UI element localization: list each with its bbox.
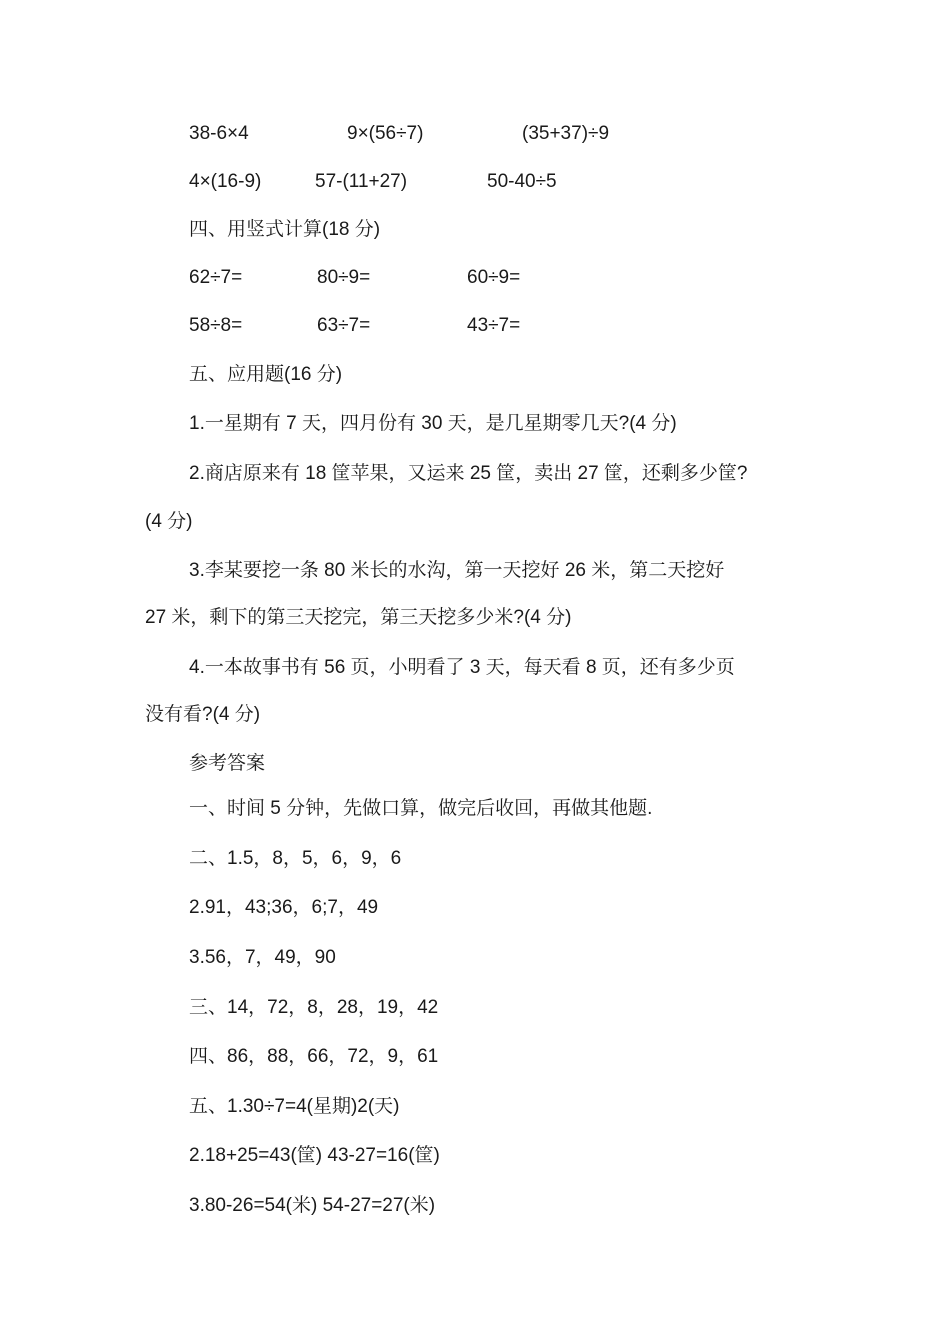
answer-2-2: 2.91，43;36，6;7，49 — [189, 897, 379, 918]
question-4-line1: 4.一本故事书有 56 页，小明看了 3 天，每天看 8 页，还有多少页 — [189, 657, 735, 678]
answer-5-3: 3.80-26=54(米) 54-27=27(米) — [189, 1195, 436, 1216]
question-1: 1.一星期有 7 天，四月份有 30 天，是几星期零几天?(4 分) — [189, 413, 677, 434]
answer-5-2: 2.18+25=43(筐) 43-27=16(筐) — [189, 1145, 440, 1166]
answer-2-3: 3.56，7，49，90 — [189, 947, 336, 968]
answer-5-1: 五、1.30÷7=4(星期)2(天) — [189, 1096, 400, 1117]
expr-1: 38-6×4 — [189, 123, 249, 144]
division-3: 60÷9= — [467, 267, 521, 288]
expr-5: 57-(11+27) — [315, 171, 408, 192]
section4-heading: 四、用竖式计算(18 分) — [189, 219, 381, 240]
expr-6: 50-40÷5 — [487, 171, 557, 192]
expr-3: (35+37)÷9 — [522, 123, 610, 144]
division-2: 80÷9= — [317, 267, 371, 288]
expr-2: 9×(56÷7) — [347, 123, 424, 144]
answer-4: 四、86，88，66，72，9，61 — [189, 1046, 439, 1067]
answer-2-1: 二、1.5，8，5，6，9，6 — [189, 848, 402, 869]
question-4-line2: 没有看?(4 分) — [145, 704, 261, 725]
expr-4: 4×(16-9) — [189, 171, 262, 192]
answer-1: 一、时间 5 分钟，先做口算，做完后收回，再做其他题. — [189, 798, 653, 819]
section5-heading: 五、应用题(16 分) — [189, 364, 343, 385]
answer-3: 三、14，72，8，28，19，42 — [189, 997, 439, 1018]
division-5: 63÷7= — [317, 315, 371, 336]
division-4: 58÷8= — [189, 315, 243, 336]
question-2-line2: (4 分) — [145, 511, 193, 532]
division-6: 43÷7= — [467, 315, 521, 336]
question-3-line1: 3.李某要挖一条 80 米长的水沟，第一天挖好 26 米，第二天挖好 — [189, 560, 725, 581]
question-2-line1: 2.商店原来有 18 筐苹果，又运来 25 筐，卖出 27 筐，还剩多少筐? — [189, 463, 748, 484]
answers-heading: 参考答案 — [189, 753, 266, 774]
question-3-line2: 27 米，剩下的第三天挖完，第三天挖多少米?(4 分) — [145, 607, 572, 628]
division-1: 62÷7= — [189, 267, 243, 288]
